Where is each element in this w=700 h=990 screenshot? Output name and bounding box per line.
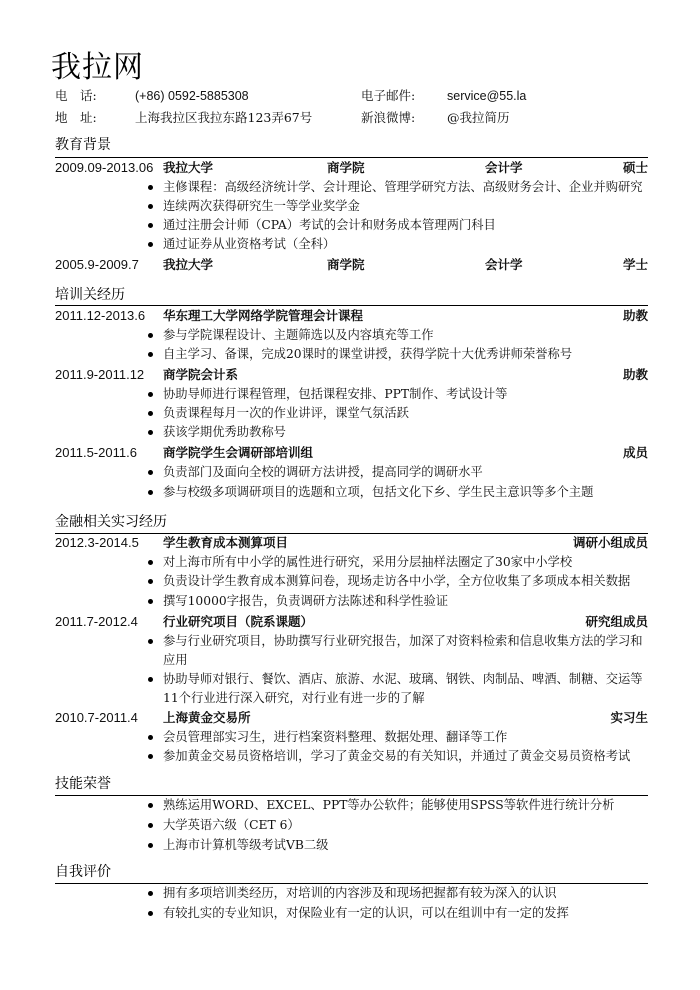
entry-org: 商学院会计系 [163,367,239,382]
list-item-text: 会员管理部实习生，进行档案资料整理、数据处理、翻译等工作 [163,730,508,744]
list-item-text: 负责课程每月一次的作业讲评，课堂气氛活跃 [163,406,409,420]
bullet-dot-icon [148,204,153,209]
address-label: 地 址: [55,110,97,125]
bullet-dot-icon [148,891,153,896]
entry-date: 2011.9-2011.12 [55,367,145,382]
list-item-text: 有较扎实的专业知识，对保险业有一定的认识，可以在组训中有一定的发挥 [163,906,569,920]
training-entry [55,443,648,463]
entry-date: 2005.9-2009.7 [55,257,139,272]
list-item-text: 拥有多项培训类经历，对培训的内容涉及和现场把握都有较为深入的认识 [163,886,557,900]
entry-college: 商学院 [327,160,365,175]
list-item-text: 负责设计学生教育成本测算问卷，现场走访各中小学，全方位收集了多项成本相关数据 [163,574,631,588]
entry-degree: 学士 [622,257,648,272]
internship-entry [55,612,648,632]
training-entry [55,306,648,326]
email-label: 电子邮件: [361,88,416,103]
list-item-text: 熟练运用WORD、EXCEL、PPT等办公软件；能够使用SPSS等软件进行统计分析 [163,798,615,812]
list-item-text: 参与校级多项调研项目的选题和立项，包括文化下乡、学生民主意识等多个主题 [163,485,594,499]
bullet-dot-icon [148,392,153,397]
bullet-dot-icon [148,223,153,228]
bullet-dot-icon [148,242,153,247]
list-item-text: 通过注册会计师（CPA）考试的会计和财务成本管理两门科目 [163,218,496,232]
internship-entry [55,708,648,728]
list-item-text: 参与学院课程设计、主题筛选以及内容填充等工作 [163,328,434,342]
list-item [163,197,648,216]
list-item-text: 参加黄金交易员资格培训，学习了黄金交易的有关知识，并通过了黄金交易员资格考试 [163,749,631,763]
entry-college: 商学院 [327,257,365,272]
entry-role: 调研小组成员 [572,535,648,550]
list-item-text: 对上海市所有中小学的属性进行研究，采用分层抽样法圈定了30家中小学校 [163,555,573,569]
bullet-dot-icon [148,470,153,475]
bullet-dot-icon [148,911,153,916]
entry-date: 2011.7-2012.4 [55,614,138,629]
bullet-dot-icon [148,411,153,416]
list-item [163,632,648,670]
education-entry [55,158,648,178]
entry-role: 成员 [622,445,648,460]
entry-org: 商学院学生会调研部培训组 [163,445,314,460]
entry-role: 助教 [622,308,648,323]
entry-degree: 硕士 [622,160,648,175]
bullet-dot-icon [148,185,153,190]
bullet-dot-icon [148,639,153,644]
list-item [163,178,648,197]
bullet-dot-icon [148,352,153,357]
list-item-text: 大学英语六级（CET 6） [163,818,300,832]
email-value: service@55.la [447,89,527,103]
bullet-dot-icon [148,560,153,565]
phone-value: (+86) 0592-5885308 [135,89,249,103]
list-item [163,747,648,766]
entry-org: 华东理工大学网络学院管理会计课程 [163,308,364,323]
list-item [163,483,648,502]
entry-date: 2011.12-2013.6 [55,308,146,323]
entry-school: 我拉大学 [163,257,214,272]
bullet-dot-icon [148,677,153,682]
section-title-training: 培训关经历 [55,287,125,303]
entry-date: 2011.5-2011.6 [55,445,137,460]
weibo-label: 新浪微博: [361,110,416,125]
contact-row-2 [55,108,700,128]
list-item [163,423,648,442]
list-item-text: 自主学习、备课，完成20课时的课堂讲授，获得学院十大优秀讲师荣誉称号 [163,347,573,361]
list-item [163,326,648,345]
list-item-text: 获该学期优秀助教称号 [163,425,286,439]
section-title-self: 自我评价 [55,864,111,880]
list-item-text: 上海市计算机等级考试VB二级 [163,838,329,852]
entry-org: 行业研究项目（院系课题） [163,614,314,629]
list-item-text: 负责部门及面向全校的调研方法讲授，提高同学的调研水平 [163,465,483,479]
list-item [163,572,648,591]
education-entry [55,255,648,275]
resume-name: 我拉网 [51,50,144,85]
bullet-dot-icon [148,599,153,604]
section-title-education: 教育背景 [55,137,111,153]
entry-role: 研究组成员 [585,614,648,629]
entry-major: 会计学 [485,160,523,175]
list-item-text: 撰写10000字报告，负责调研方法陈述和科学性验证 [163,594,449,608]
bullet-dot-icon [148,490,153,495]
list-item [163,345,648,364]
list-item [163,796,648,815]
list-item [163,385,648,404]
list-item [163,592,648,611]
list-item [163,816,648,835]
entry-role: 助教 [622,367,648,382]
entry-org: 上海黄金交易所 [163,710,251,725]
bullet-dot-icon [148,803,153,808]
section-title-internship: 金融相关实习经历 [55,514,167,530]
list-item-text: 协助导师进行课程管理，包括课程安排、PPT制作、考试设计等 [163,387,508,401]
list-item [163,216,648,235]
entry-school: 我拉大学 [163,160,214,175]
bullet-dot-icon [148,735,153,740]
list-item [163,884,648,903]
list-item [163,728,648,747]
entry-date: 2012.3-2014.5 [55,535,139,550]
phone-label: 电 话: [55,88,97,103]
list-item-text: 主修课程：高级经济统计学、会计理论、管理学研究方法、高级财务会计、企业并购研究 [163,180,643,194]
list-item [163,904,648,923]
bullet-dot-icon [148,430,153,435]
list-item [163,553,648,572]
list-item [163,463,648,482]
bullet-dot-icon [148,823,153,828]
list-item-text: 协助导师对银行、餐饮、酒店、旅游、水泥、玻璃、钢铁、肉制品、啤酒、制糖、交运等11个行业进行深入研究，对行业有进一步的了解 [163,672,643,705]
entry-major: 会计学 [485,257,523,272]
entry-org: 学生教育成本测算项目 [163,535,289,550]
bullet-dot-icon [148,843,153,848]
weibo-value: @我拉简历 [447,110,510,125]
training-entry [55,365,648,385]
list-item-text: 连续两次获得研究生一等学业奖学金 [163,199,360,213]
bullet-dot-icon [148,333,153,338]
list-item [163,670,648,708]
entry-date: 2010.7-2011.4 [55,710,138,725]
bullet-dot-icon [148,754,153,759]
list-item [163,836,648,855]
entry-role: 实习生 [610,710,648,725]
bullet-dot-icon [148,579,153,584]
contact-row-1 [55,86,700,106]
entry-date: 2009.09-2013.06 [55,160,154,175]
list-item-text: 参与行业研究项目，协助撰写行业研究报告，加深了对资料检索和信息收集方法的学习和应用 [163,634,643,667]
list-item [163,235,648,254]
address-value: 上海我拉区我拉东路123弄67号 [135,110,313,125]
list-item-text: 通过证券从业资格考试（全科） [163,237,336,251]
list-item [163,404,648,423]
internship-entry [55,533,648,553]
section-title-skills: 技能荣誉 [55,776,111,792]
